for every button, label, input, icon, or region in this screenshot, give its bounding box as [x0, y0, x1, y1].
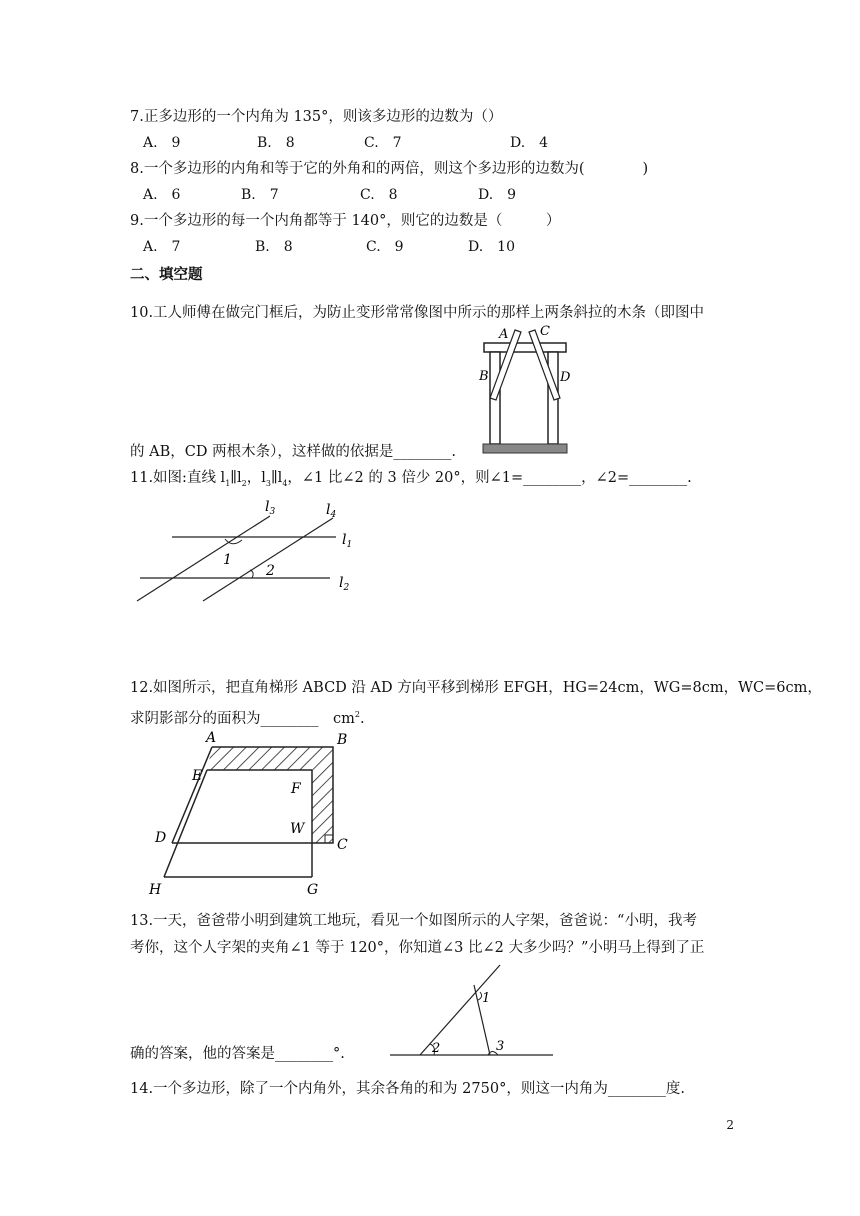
- label-l4: $l_4$: [326, 502, 337, 520]
- q9-option-b: B. 8: [255, 239, 293, 255]
- page-number: 2: [726, 1118, 734, 1132]
- label-b: B: [479, 369, 489, 384]
- section-title: 二、填空题: [130, 267, 203, 283]
- q10-line2: 的 AB，CD 两根木条），这样做的依据是________.: [130, 444, 456, 460]
- label-l1: $l_1$: [342, 532, 353, 550]
- q9-option-a: A. 7: [143, 239, 181, 255]
- q7-option-c: C. 7: [364, 135, 402, 151]
- q7-stem: 7.正多边形的一个内角为 135°，则该多边形的边数为（）: [130, 109, 503, 125]
- label-W: W: [290, 821, 305, 837]
- label-E: E: [192, 768, 203, 784]
- label-angle-2: 2: [266, 563, 275, 579]
- q13-line3: 确的答案，他的答案是________°.: [130, 1046, 345, 1062]
- label-B: B: [337, 732, 348, 748]
- label-C: C: [337, 837, 348, 853]
- q8-option-d: D. 9: [478, 187, 517, 203]
- q7-option-b: B. 8: [257, 135, 295, 151]
- label-a: A: [499, 327, 509, 342]
- q7-option-d: D. 4: [510, 135, 549, 151]
- label-angle-1: 1: [223, 552, 232, 568]
- q8-stem: 8.一个多边形的内角和等于它的外角和的两倍，则这个多边形的边数为( ): [130, 161, 649, 177]
- label-G: G: [307, 882, 319, 898]
- q9-stem: 9.一个多边形的每一个内角都等于 140°，则它的边数是（ ）: [130, 213, 561, 229]
- q9-option-c: C. 9: [366, 239, 404, 255]
- label-d: D: [560, 370, 571, 385]
- label-A: A: [206, 730, 217, 746]
- label-H: H: [149, 882, 162, 898]
- label-F: F: [291, 781, 301, 797]
- label-l2: $l_2$: [339, 575, 350, 593]
- label-angle-1: 1: [482, 991, 491, 1006]
- label-D: D: [155, 830, 167, 846]
- q8-option-b: B. 7: [241, 187, 279, 203]
- q13-line2: 考你，这个人字架的夹角∠1 等于 120°，你知道∠3 比∠2 大多少吗？”小明马上得到了正: [130, 940, 705, 956]
- label-angle-2: 2: [432, 1041, 441, 1056]
- q12-line2: 求阴影部分的面积为________ $cm^2$.: [130, 710, 365, 727]
- q8-option-c: C. 8: [360, 187, 398, 203]
- label-c: C: [540, 324, 550, 339]
- q10-line1: 10.工人师傅在做完门框后，为防止变形常常像图中所示的那样上两条斜拉的木条（即图中: [130, 305, 705, 321]
- q13-line1: 13.一天，爸爸带小明到建筑工地玩，看见一个如图所示的人字架，爸爸说：“小明，我考: [130, 913, 697, 929]
- label-angle-3: 3: [496, 1039, 505, 1054]
- q11-stem: 11.如图:直线 $l_1\parallel l_2$，$l_3\parallel l_4$，∠1 比∠2 的 3 倍少 20°，则∠1=________，∠2=________.: [130, 470, 692, 488]
- q7-option-a: A. 9: [143, 135, 181, 151]
- q14-stem: 14.一个多边形，除了一个内角外，其余各角的和为 2750°，则这一内角为________度.: [130, 1081, 685, 1097]
- q12-line1: 12.如图所示，把直角梯形 ABCD 沿 AD 方向平移到梯形 EFGH，HG=24cm，WG=8cm，WC=6cm，: [130, 680, 822, 696]
- q8-option-a: A. 6: [143, 187, 181, 203]
- label-l3: $l_3$: [265, 499, 276, 517]
- q9-option-d: D. 10: [468, 239, 515, 255]
